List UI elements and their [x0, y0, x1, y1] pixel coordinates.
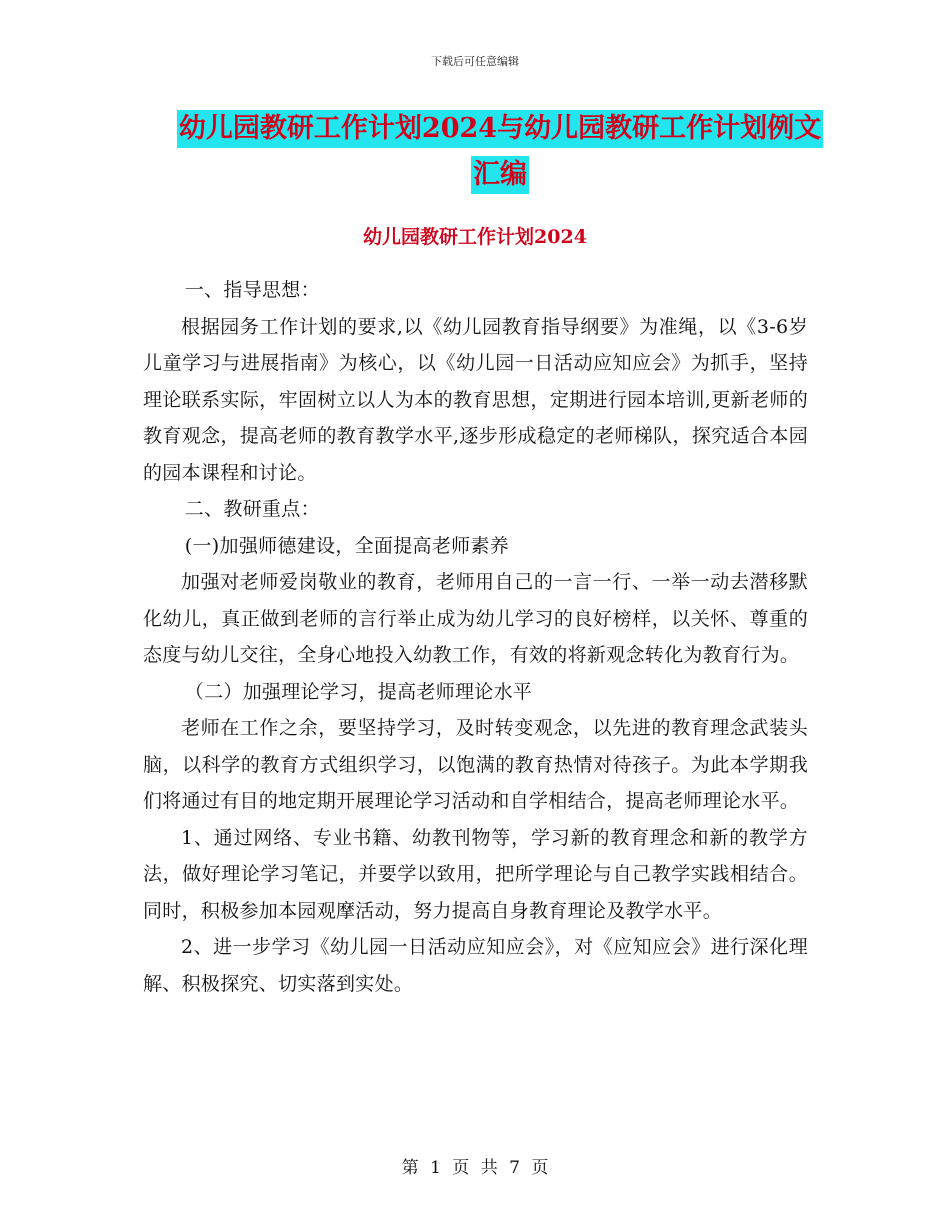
paragraph: 根据园务工作计划的要求,以《幼儿园教育指导纲要》为准绳，以《3-6岁儿童学习与进展指南》为核心，以《幼儿园一日活动应知应会》为抓手，坚持理论联系实际，牢固树立以人为本的教育思想，定期进行园本培训,更新老师的教育观念，提高老师的教育教学水平,逐步形成稳定的老师梯队，探究适合本园的园本课程和讨论。	[143, 315, 808, 484]
heading-guiding-thought: 一、指导思想：	[184, 279, 320, 301]
header-note: 下载后可任意编辑	[431, 55, 519, 68]
document-title	[140, 110, 860, 194]
subheading-1: (一)加强师德建设，全面提高老师素养	[184, 534, 510, 557]
body-text	[143, 272, 808, 1002]
page-footer: 第 1 页 共 7 页	[401, 1158, 549, 1178]
title-line-1: 幼儿园教研工作计划2024与幼儿园教研工作计划例文	[177, 110, 823, 148]
list-item: 1、通过网络、专业书籍、幼教刊物等，学习新的教育理念和新的教学方法，做好理论学习笔记，并要学以致用，把所学理论与自己教学实践相结合。同时，积极参加本园观摩活动，努力提高自身教育理论及教学水平。	[143, 826, 808, 922]
list-item: 2、进一步学习《幼儿园一日活动应知应会》，对《应知应会》进行深化理解、积极探究、切实落到实处。	[143, 936, 808, 995]
title-line-2: 汇编	[471, 156, 529, 194]
paragraph: 加强对老师爱岗敬业的教育，老师用自己的一言一行、一举一动去潜移默化幼儿，真正做到老师的言行举止成为幼儿学习的良好榜样，以关怀、尊重的态度与幼儿交往，全身心地投入幼教工作，有效的将新观念转化为教育行为。	[143, 571, 808, 666]
paragraph: 老师在工作之余，要坚持学习，及时转变观念，以先进的教育理念武装头脑，以科学的教育方式组织学习，以饱满的教育热情对待孩子。为此本学期我们将通过有目的地定期开展理论学习活动和自学相结合，提高老师理论水平。	[143, 717, 808, 812]
heading-research-focus: 二、教研重点：	[184, 498, 320, 520]
section-title: 幼儿园教研工作计划2024	[363, 226, 587, 248]
subheading-2: （二）加强理论学习，提高老师理论水平	[184, 680, 533, 703]
